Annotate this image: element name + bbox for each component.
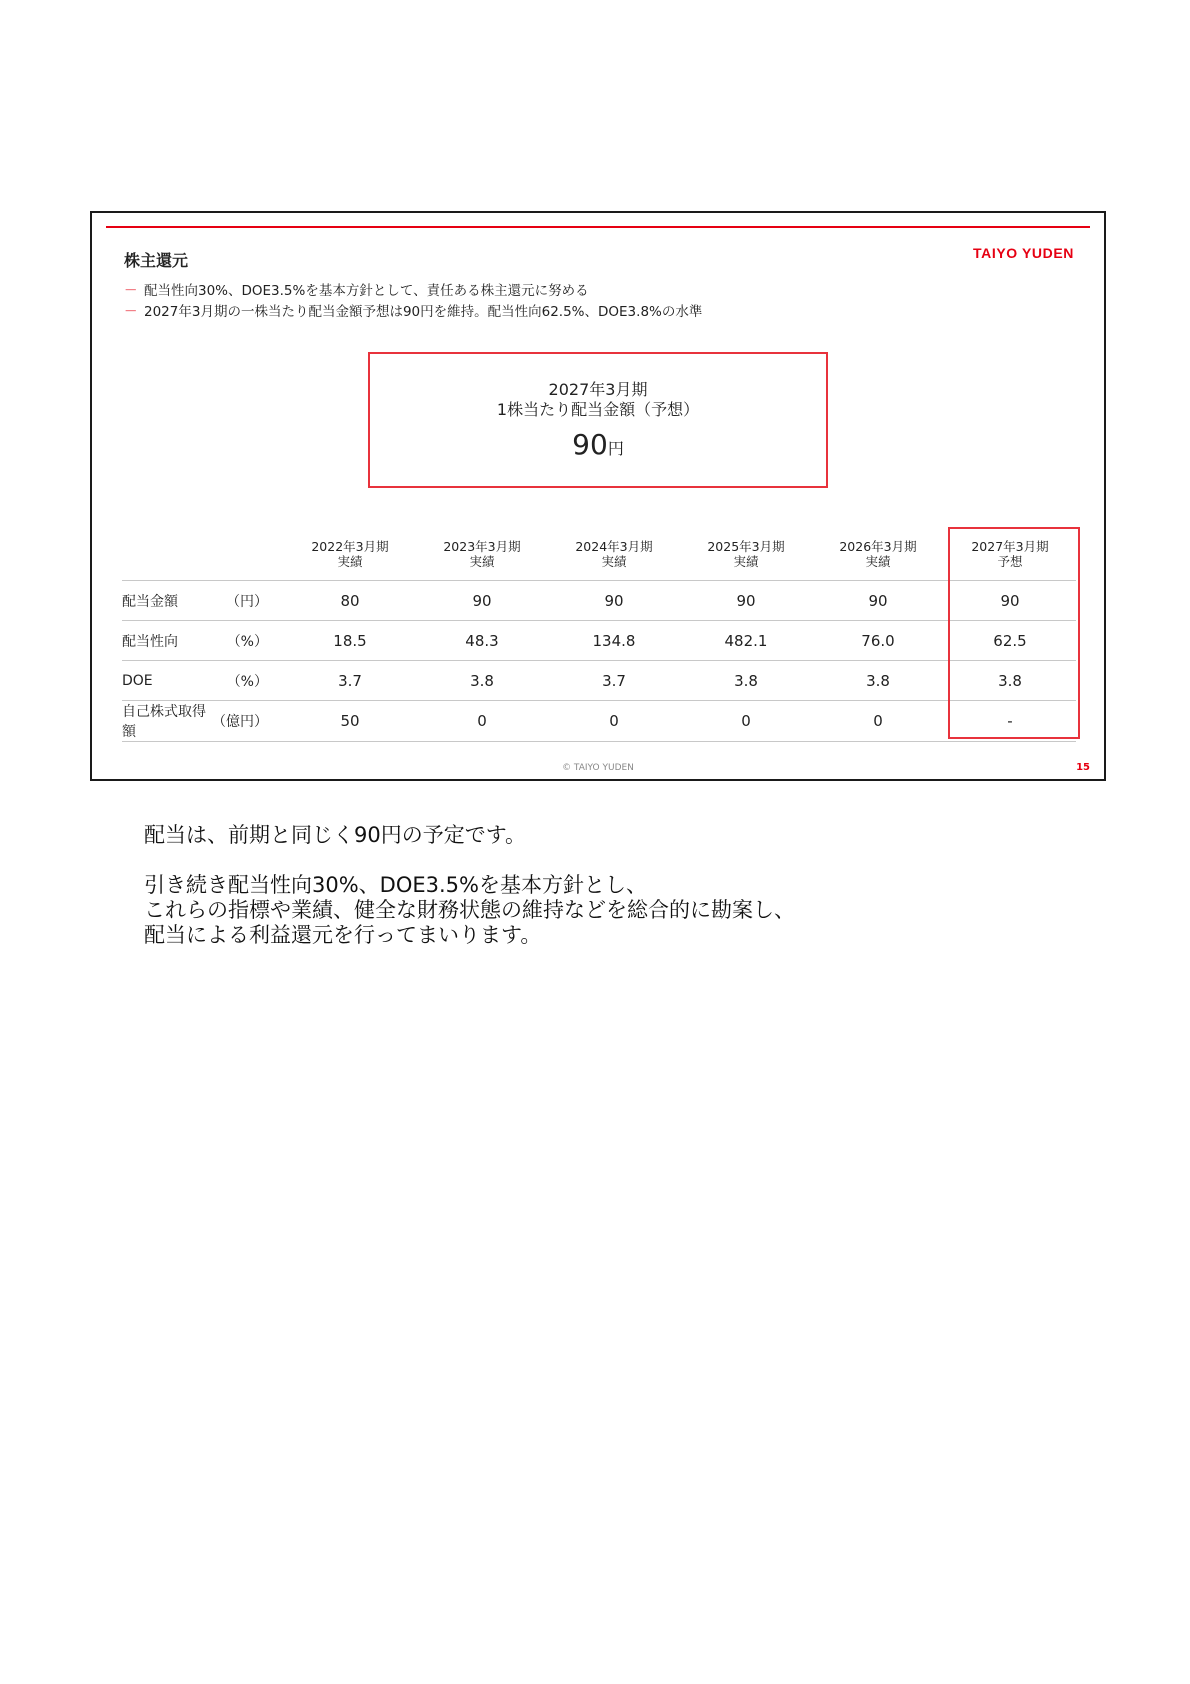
row-unit: （%） [206, 661, 284, 701]
table-cell: 62.5 [944, 621, 1076, 661]
table-row [122, 661, 1076, 701]
table-cell: 3.8 [812, 661, 944, 701]
row-label: DOE [122, 661, 206, 701]
table-cell: 90 [680, 581, 812, 621]
column-header: 2026年3月期 実績 [812, 527, 944, 581]
forecast-period: 2027年3月期 [548, 380, 648, 399]
table-cell: 76.0 [812, 621, 944, 661]
header-empty [122, 527, 206, 581]
row-label: 自己株式取得額 [122, 701, 206, 742]
bullet-item [124, 302, 702, 323]
forecast-unit: 円 [607, 439, 624, 458]
table-cell: 0 [680, 701, 812, 742]
table-cell: 3.7 [548, 661, 680, 701]
table-header-row [122, 527, 1076, 581]
table-cell: 3.8 [944, 661, 1076, 701]
dividend-forecast-box [368, 352, 828, 488]
top-accent-rule [106, 226, 1090, 228]
table-cell: 90 [548, 581, 680, 621]
column-header: 2023年3月期 実績 [416, 527, 548, 581]
table-row [122, 581, 1076, 621]
table-cell: 50 [284, 701, 416, 742]
bullet-text: 配当性向30%、DOE3.5%を基本方針として、責任ある株主還元に努める [144, 283, 589, 299]
notes-line: 引き続き配当性向30%、DOE3.5%を基本方針とし、 [144, 873, 647, 897]
bullet-dash-icon: － [124, 304, 138, 320]
column-header-forecast: 2027年3月期 予想 [944, 527, 1076, 581]
bullet-dash-icon: － [124, 283, 138, 299]
table-cell: 134.8 [548, 621, 680, 661]
notes-paragraph [144, 873, 795, 948]
table-cell: 0 [548, 701, 680, 742]
row-label: 配当性向 [122, 621, 206, 661]
copyright: © TAIYO YUDEN [562, 763, 634, 773]
column-header: 2025年3月期 実績 [680, 527, 812, 581]
table-cell: 90 [944, 581, 1076, 621]
table-cell: 48.3 [416, 621, 548, 661]
slide-title: 株主還元 [124, 251, 189, 270]
header-empty [206, 527, 284, 581]
table-cell: 0 [416, 701, 548, 742]
table-cell: 0 [812, 701, 944, 742]
table-cell: 18.5 [284, 621, 416, 661]
table-row [122, 701, 1076, 742]
notes-line: 配当による利益還元を行ってまいります。 [144, 923, 542, 947]
speaker-notes [144, 823, 795, 948]
page-number: 15 [1076, 762, 1090, 773]
row-unit: （%） [206, 621, 284, 661]
forecast-amount: 90 [572, 428, 608, 461]
table-cell: 3.8 [680, 661, 812, 701]
notes-paragraph: 配当は、前期と同じく90円の予定です。 [144, 823, 527, 847]
table-row [122, 621, 1076, 661]
bullet-text: 2027年3月期の一株当たり配当金額予想は90円を維持。配当性向62.5%、DOE3.8%の水準 [144, 304, 703, 320]
row-unit: （億円） [206, 701, 284, 742]
dividend-table-wrapper [122, 527, 1076, 742]
dividend-table [122, 527, 1076, 742]
column-header: 2024年3月期 実績 [548, 527, 680, 581]
bullet-list [124, 281, 702, 323]
table-cell: - [944, 701, 1076, 742]
table-cell: 3.7 [284, 661, 416, 701]
column-header: 2022年3月期 実績 [284, 527, 416, 581]
row-unit: （円） [206, 581, 284, 621]
row-label: 配当金額 [122, 581, 206, 621]
table-cell: 80 [284, 581, 416, 621]
forecast-label: 1株当たり配当金額（予想） [496, 400, 700, 419]
table-cell: 482.1 [680, 621, 812, 661]
table-cell: 90 [812, 581, 944, 621]
forecast-value [370, 427, 826, 467]
slide-frame [90, 211, 1106, 781]
table-cell: 90 [416, 581, 548, 621]
company-logo: TAIYO YUDEN [973, 245, 1074, 261]
notes-line: これらの指標や業績、健全な財務状態の維持などを総合的に勘案し、 [144, 898, 795, 922]
table-cell: 3.8 [416, 661, 548, 701]
bullet-item [124, 281, 702, 302]
